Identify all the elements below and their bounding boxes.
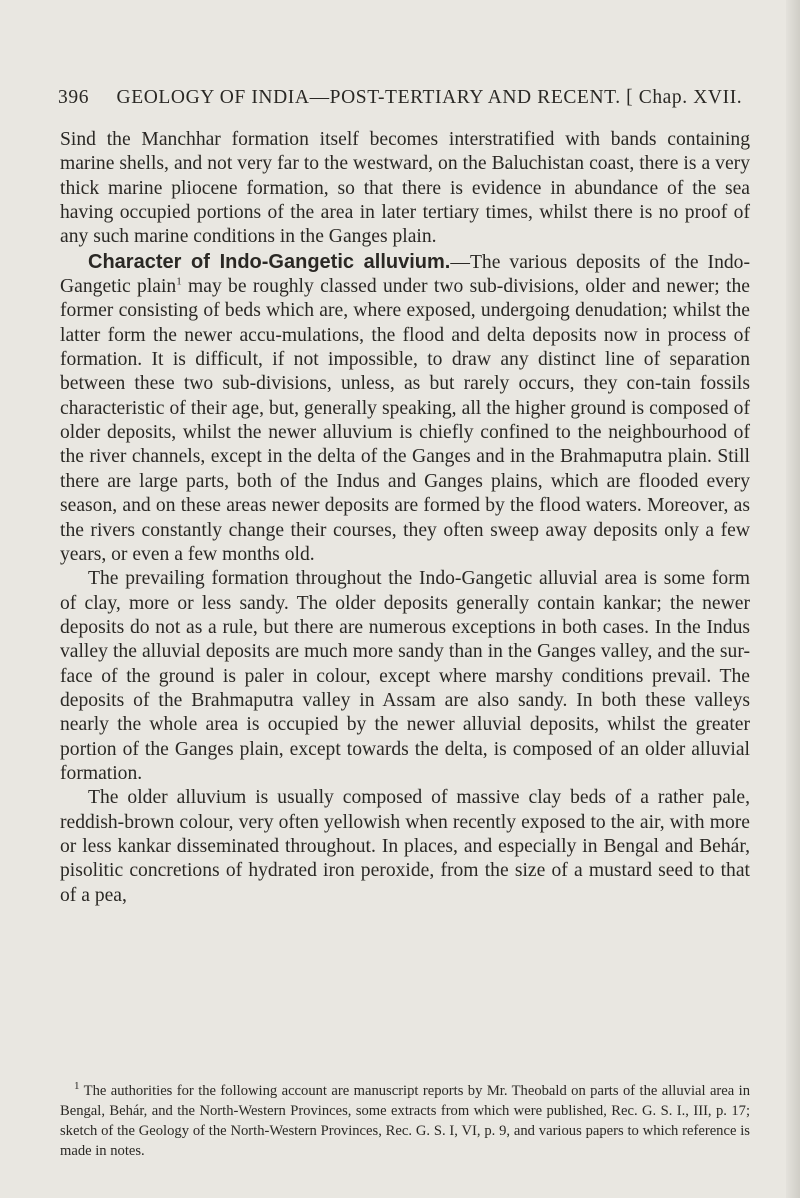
paragraph-character-of-alluvium	[60, 250, 750, 567]
footnote-text: The authorities for the following account are manuscript reports by Mr. Theobald on parts of the alluvial area in Bengal, Behár, and the North-Western Provinces, some extracts from which were published, Rec. G. S. I., III, p. 17; sketch of the Geology of the North-Western Provinces, Rec. G. S. I, VI, p. 9, and various papers to which reference is made in notes.	[60, 1083, 750, 1159]
running-head	[58, 87, 748, 109]
paragraph-text: The various deposits of the Indo-Gangetic plain	[60, 251, 751, 298]
paragraph-prevailing-formation: The prevailing formation throughout the Indo-Gangetic alluvial area is some form of clay, more or less sandy. The older deposits generally contain kankar; the newer deposits do not as a rule, but there are numerous exceptions in both cases. In the Indus valley the alluvial deposits are much more sandy than in the Ganges valley, and the sur-face of the ground is paler in colour, except where marshy conditions prevail. The deposits of the Brahmaputra valley in Assam are also sandy. In both these valleys nearly the whole area is occupied by the newer alluvial deposits, whilst the greater portion of the Ganges plain, except towards the delta, is composed of an older alluvial formation.	[60, 568, 750, 784]
running-head-title: GEOLOGY OF INDIA—POST-TERTIARY AND RECENT.	[116, 87, 621, 108]
paragraph-text: may be roughly classed under two sub-divisions, older and newer; the former consisting of beds which are, where exposed, undergoing denudation; whilst the latter form the newer accu-mulations, the flood and delta deposits now in process of formation. It is difficult, if not impossible, to draw any distinct line of separation between these two sub-divisions, unless, as but rarely occurs, they con-tain fossils characteristic of their age, but, generally speaking, all the higher ground is composed of older deposits, whilst the newer alluvium is chiefly confined to the neighbourhood of the river channels, except in the delta of the Ganges and in the Brahmaputra plain. Still there are large parts, both of the Indus and Ganges plains, which are flooded every season, and on these areas newer deposits are formed by the flood waters. Moreover, as the rivers constantly change their courses, they often sweep away deposits only a few years, or even a few months old.	[60, 276, 750, 565]
paragraph-continued: Sind the Manchhar formation itself becomes interstratified with bands containing marine shells, and not very far to the westward, on the Baluchistan coast, there is a very thick marine pliocene formation, so that there is evidence in abundance of the sea having occupied portions of the area in later tertiary times, whilst there is no proof of any such marine conditions in the Ganges plain.	[60, 129, 750, 248]
heading-dash: —	[450, 251, 470, 273]
footnote-reference: 1	[176, 275, 182, 288]
paragraph-older-alluvium: The older alluvium is usually composed of massive clay beds of a rather pale, reddish-brown colour, very often yellowish when recently exposed to the air, with more or less kankar disseminated throughout. In places, and especially in Bengal and Behár, pisolitic concretions of hydrated iron peroxide, from the size of a mustard seed to that of a pea,	[60, 787, 750, 906]
page-edge-shadow	[786, 0, 800, 1198]
chapter-label: [ Chap. XVII.	[626, 87, 743, 108]
footnote	[60, 1081, 750, 1161]
section-heading: Character of Indo-Gangetic alluvium.	[88, 250, 451, 273]
body-text	[60, 128, 750, 908]
page-number: 396	[58, 87, 90, 108]
footnote-marker: 1	[74, 1080, 80, 1093]
